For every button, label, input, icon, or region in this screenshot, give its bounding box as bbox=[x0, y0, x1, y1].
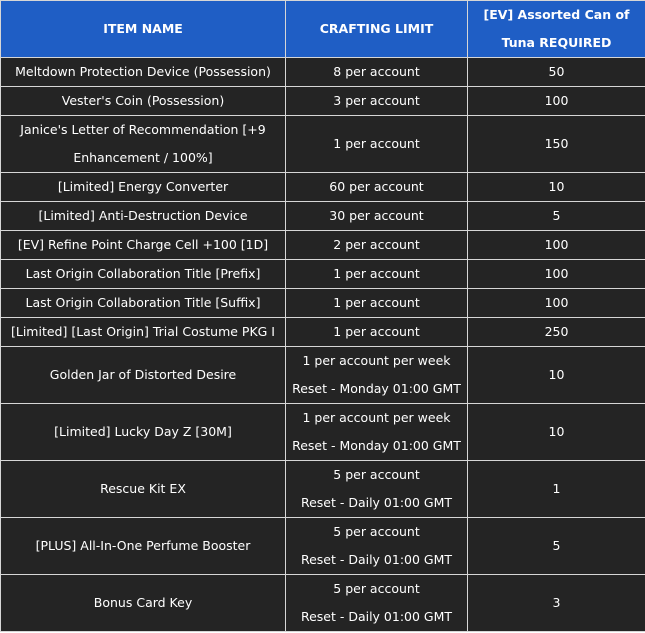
header-item-name: ITEM NAME bbox=[1, 1, 286, 58]
required-amount: 5 bbox=[552, 538, 561, 553]
item-name-cell bbox=[1, 404, 286, 461]
item-name: Golden Jar of Distorted Desire bbox=[49, 367, 237, 382]
required-amount-cell bbox=[468, 575, 645, 632]
crafting-limit-cell bbox=[286, 347, 468, 404]
table-row bbox=[1, 58, 645, 87]
crafting-limit-cell bbox=[286, 87, 468, 116]
table-row bbox=[1, 173, 645, 202]
crafting-limit-cell bbox=[286, 461, 468, 518]
item-name: Meltdown Protection Device (Possession) bbox=[15, 64, 271, 79]
item-name-cell bbox=[1, 347, 286, 404]
reset-schedule: Reset - Daily 01:00 GMT bbox=[300, 609, 453, 624]
item-name: Last Origin Collaboration Title [Prefix] bbox=[25, 266, 261, 281]
table-row bbox=[1, 87, 645, 116]
required-amount: 250 bbox=[544, 324, 569, 339]
table-row bbox=[1, 231, 645, 260]
required-amount: 10 bbox=[548, 367, 565, 382]
required-amount: 50 bbox=[548, 64, 565, 79]
required-amount: 100 bbox=[544, 295, 569, 310]
table-header-row bbox=[1, 1, 645, 58]
crafting-limit: 1 per account per week bbox=[302, 353, 451, 368]
item-name: [Limited] Anti-Destruction Device bbox=[38, 208, 248, 223]
crafting-limit-cell bbox=[286, 289, 468, 318]
table-row bbox=[1, 461, 645, 518]
item-name-cell bbox=[1, 289, 286, 318]
required-amount-cell bbox=[468, 87, 645, 116]
item-name: [Limited] Energy Converter bbox=[57, 179, 229, 194]
reset-schedule: Reset - Monday 01:00 GMT bbox=[292, 438, 461, 453]
required-amount: 5 bbox=[552, 208, 561, 223]
crafting-limit: 5 per account bbox=[333, 581, 420, 596]
required-amount-cell bbox=[468, 461, 645, 518]
item-name: Rescue Kit EX bbox=[100, 481, 186, 496]
required-amount-cell bbox=[468, 173, 645, 202]
table-row bbox=[1, 575, 645, 632]
reset-schedule: Reset - Monday 01:00 GMT bbox=[292, 381, 461, 396]
crafting-limit: 1 per account bbox=[333, 295, 420, 310]
crafting-limit-cell bbox=[286, 318, 468, 347]
item-name: [Limited] [Last Origin] Trial Costume PKG I bbox=[10, 324, 275, 339]
item-name: [PLUS] All-In-One Perfume Booster bbox=[35, 538, 251, 553]
crafting-limit: 1 per account bbox=[333, 266, 420, 281]
crafting-limit: 2 per account bbox=[333, 237, 420, 252]
item-name-cell bbox=[1, 116, 286, 173]
crafting-limit: 1 per account bbox=[333, 324, 420, 339]
crafting-limit: 5 per account bbox=[333, 524, 420, 539]
required-amount-cell bbox=[468, 347, 645, 404]
crafting-limit-cell bbox=[286, 173, 468, 202]
crafting-limit: 1 per account bbox=[333, 136, 420, 151]
table-row bbox=[1, 404, 645, 461]
required-amount-cell bbox=[468, 318, 645, 347]
item-name-cell bbox=[1, 461, 286, 518]
required-amount-cell bbox=[468, 231, 645, 260]
item-name-cell bbox=[1, 260, 286, 289]
header-required: [EV] Assorted Can of Tuna REQUIRED bbox=[468, 1, 645, 58]
header-crafting-limit: CRAFTING LIMIT bbox=[286, 1, 468, 58]
crafting-limit: 60 per account bbox=[329, 179, 424, 194]
required-amount: 10 bbox=[548, 179, 565, 194]
crafting-limit: 3 per account bbox=[333, 93, 420, 108]
crafting-limit-cell bbox=[286, 518, 468, 575]
required-amount: 150 bbox=[544, 136, 569, 151]
required-amount: 100 bbox=[544, 93, 569, 108]
item-name: Bonus Card Key bbox=[93, 595, 193, 610]
required-amount-cell bbox=[468, 116, 645, 173]
table-row bbox=[1, 116, 645, 173]
item-name-cell bbox=[1, 231, 286, 260]
crafting-limit: 30 per account bbox=[329, 208, 424, 223]
crafting-limit-cell bbox=[286, 116, 468, 173]
item-name: [EV] Refine Point Charge Cell +100 [1D] bbox=[17, 237, 269, 252]
table-row bbox=[1, 318, 645, 347]
crafting-limit-cell bbox=[286, 231, 468, 260]
table-row bbox=[1, 260, 645, 289]
crafting-limit-cell bbox=[286, 202, 468, 231]
required-amount-cell bbox=[468, 202, 645, 231]
required-amount-cell bbox=[468, 289, 645, 318]
item-name: Last Origin Collaboration Title [Suffix] bbox=[25, 295, 261, 310]
required-amount: 10 bbox=[548, 424, 565, 439]
reset-schedule: Reset - Daily 01:00 GMT bbox=[300, 552, 453, 567]
item-name-cell bbox=[1, 87, 286, 116]
crafting-limit: 1 per account per week bbox=[302, 410, 451, 425]
item-name-cell bbox=[1, 575, 286, 632]
required-amount-cell bbox=[468, 518, 645, 575]
table-row bbox=[1, 347, 645, 404]
item-name-cell bbox=[1, 202, 286, 231]
required-amount: 100 bbox=[544, 237, 569, 252]
table-row bbox=[1, 518, 645, 575]
item-name-cell bbox=[1, 518, 286, 575]
required-amount: 100 bbox=[544, 266, 569, 281]
item-name-cell bbox=[1, 58, 286, 87]
table-row bbox=[1, 289, 645, 318]
crafting-limit-cell bbox=[286, 575, 468, 632]
table-row bbox=[1, 202, 645, 231]
crafting-limit-cell bbox=[286, 260, 468, 289]
crafting-limit: 5 per account bbox=[333, 467, 420, 482]
crafting-limit: 8 per account bbox=[333, 64, 420, 79]
crafting-limit-cell bbox=[286, 58, 468, 87]
required-amount: 1 bbox=[552, 481, 561, 496]
reset-schedule: Reset - Daily 01:00 GMT bbox=[300, 495, 453, 510]
item-name: Janice's Letter of Recommendation [+9 Enhancement / 100%] bbox=[20, 122, 266, 165]
required-amount-cell bbox=[468, 404, 645, 461]
crafting-limit-cell bbox=[286, 404, 468, 461]
item-name: Vester's Coin (Possession) bbox=[61, 93, 225, 108]
table-body bbox=[1, 58, 645, 632]
required-amount: 3 bbox=[552, 595, 561, 610]
item-name: [Limited] Lucky Day Z [30M] bbox=[54, 424, 232, 439]
required-amount-cell bbox=[468, 58, 645, 87]
item-name-cell bbox=[1, 318, 286, 347]
required-amount-cell bbox=[468, 260, 645, 289]
item-name-cell bbox=[1, 173, 286, 202]
